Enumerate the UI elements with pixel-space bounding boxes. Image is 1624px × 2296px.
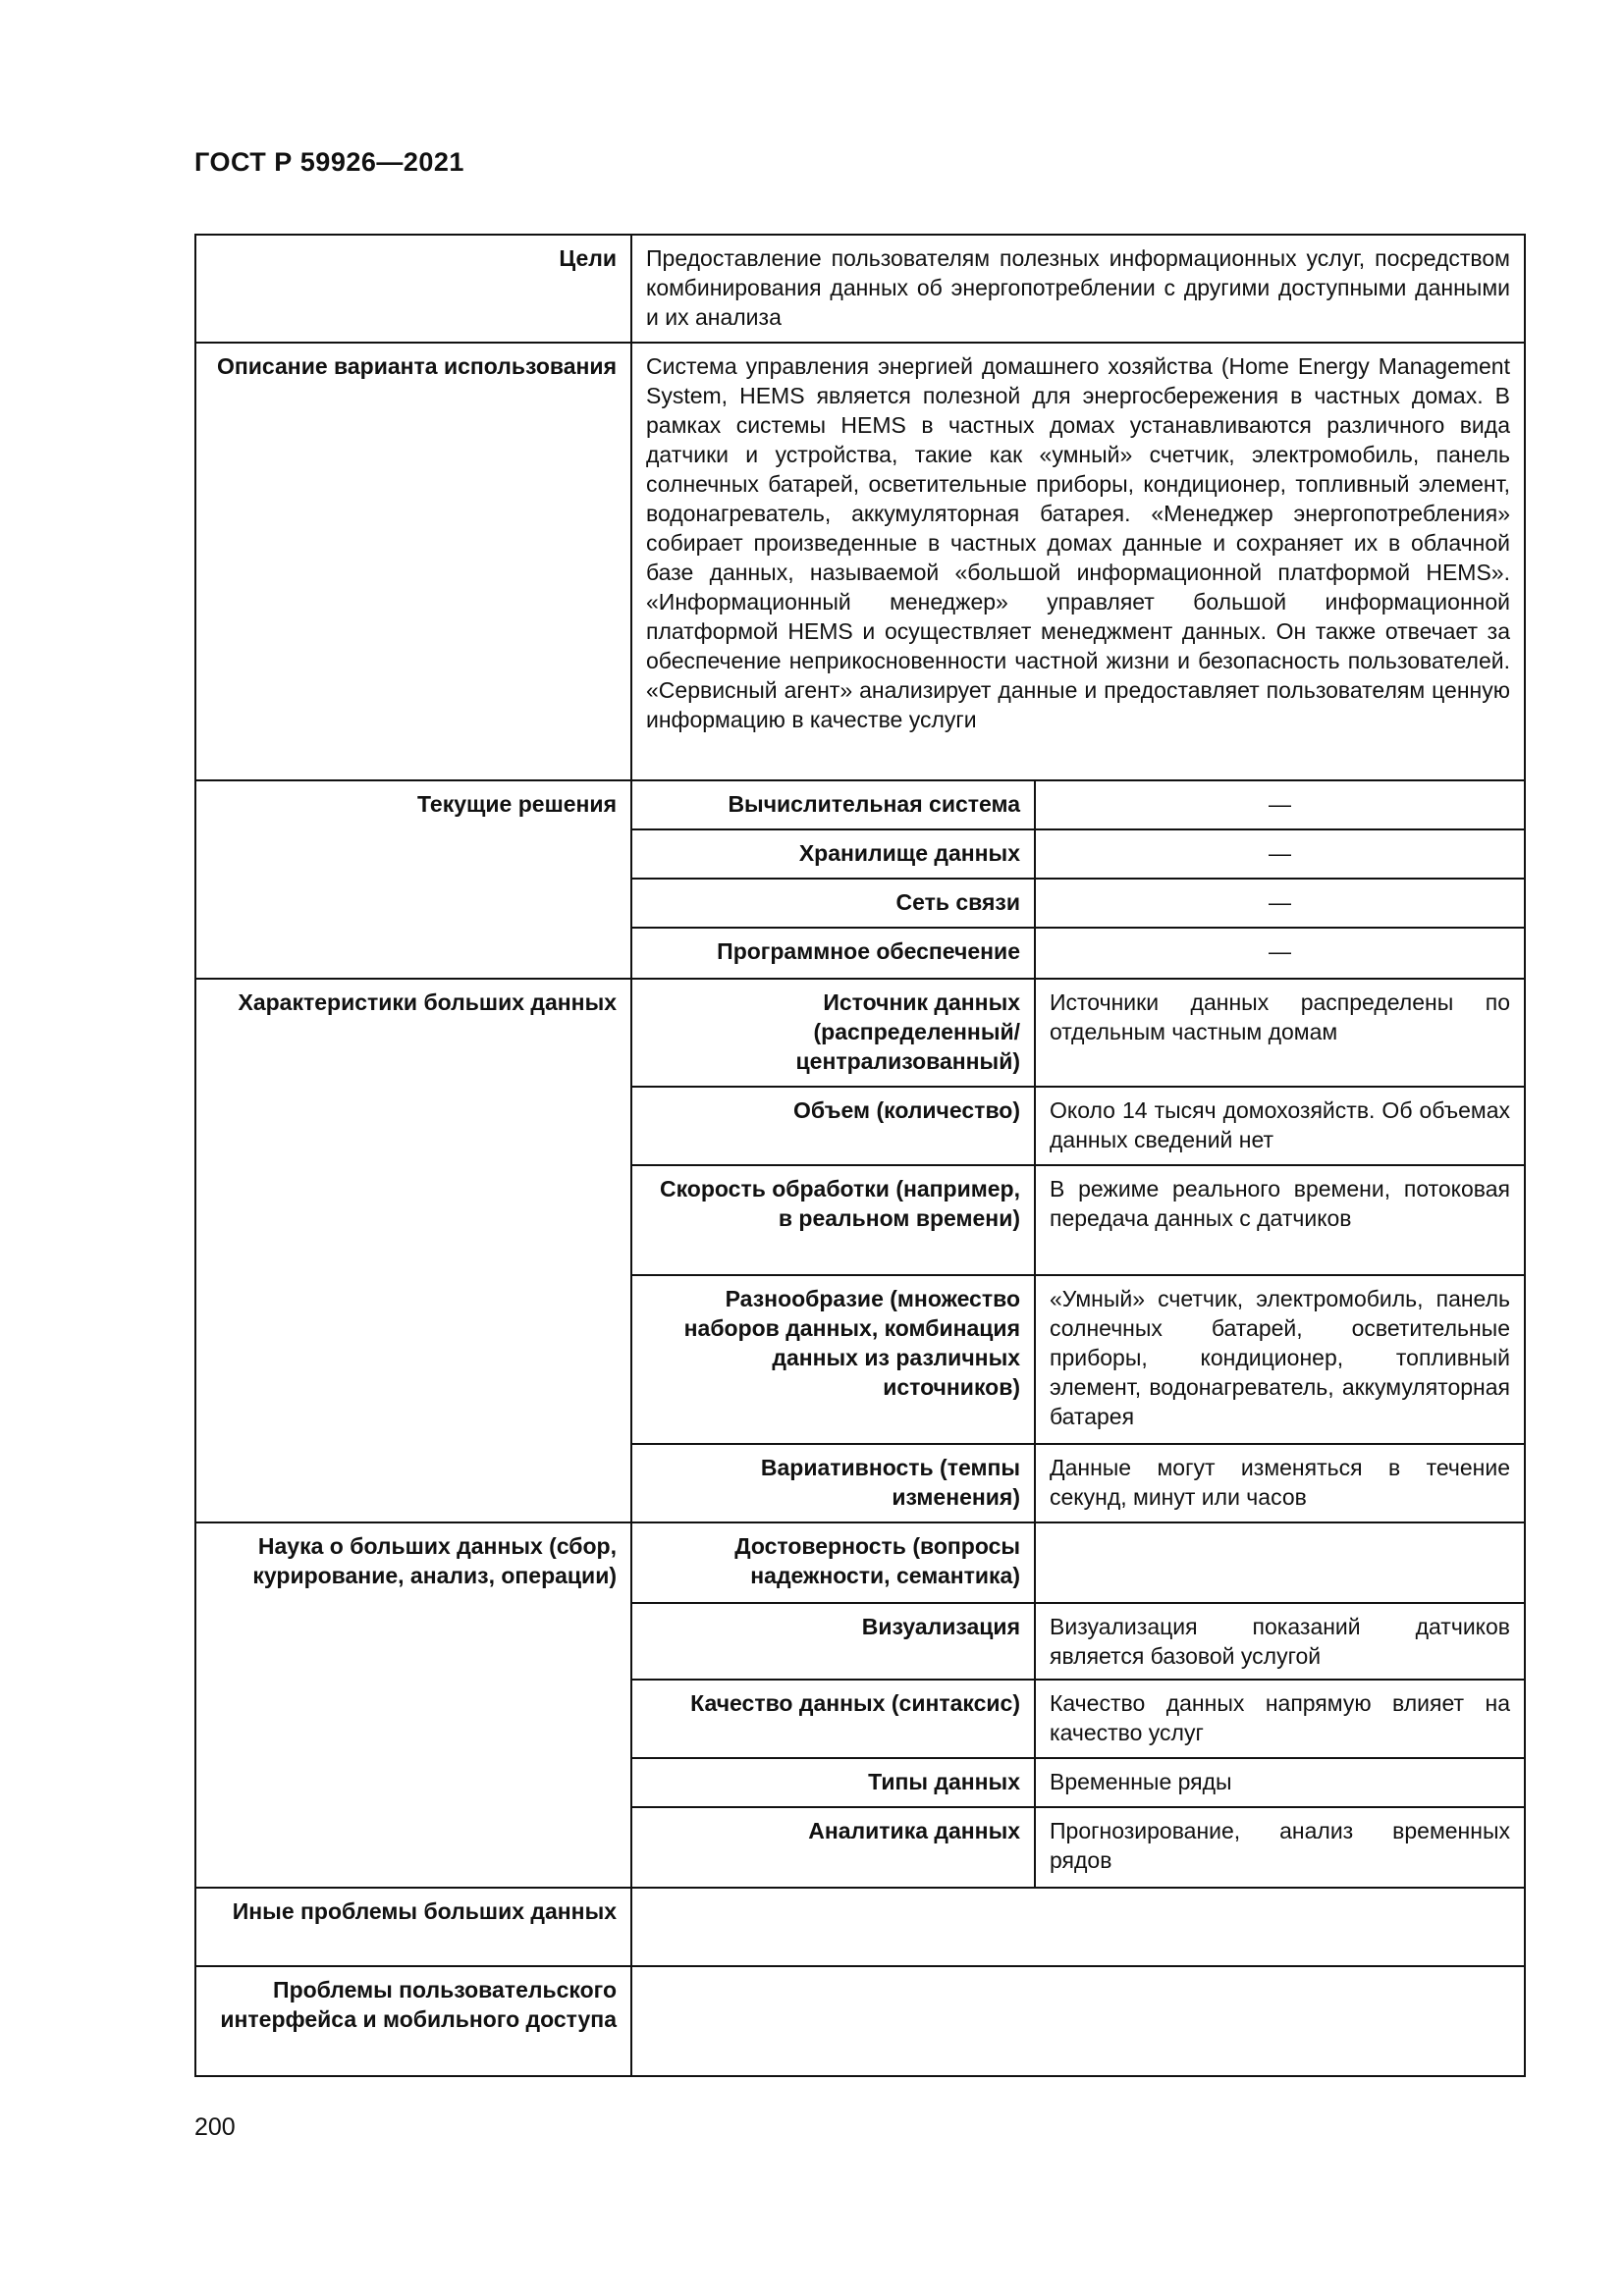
characteristic-name: Вариативность (темпы изменения) xyxy=(630,1443,1036,1523)
use-case-description-label: Описание варианта использования xyxy=(194,342,632,781)
goals-label: Цели xyxy=(194,234,632,344)
ui-mobile-problems-text xyxy=(630,1965,1526,2077)
big-data-science-label: Наука о больших данных (сбор, курирование, анализ, операции) xyxy=(194,1522,632,1889)
science-name: Визуализация xyxy=(630,1602,1036,1681)
science-name: Аналитика данных xyxy=(630,1806,1036,1889)
big-data-characteristics-label: Характеристики больших данных xyxy=(194,978,632,1523)
current-solutions-row-name: Вычислительная система xyxy=(630,779,1036,830)
current-solutions-row-name: Программное обеспечение xyxy=(630,927,1036,980)
characteristic-value: Около 14 тысяч домохозяйств. Об объемах данных сведений нет xyxy=(1034,1086,1526,1166)
science-name: Качество данных (синтаксис) xyxy=(630,1679,1036,1759)
characteristic-value: «Умный» счетчик, электромобиль, панель солнечных батарей, осветительные приборы, кондиционер, топливный элемент, водонагреватель, аккумуляторная батарея xyxy=(1034,1274,1526,1445)
science-value: Качество данных напрямую влияет на качество услуг xyxy=(1034,1679,1526,1759)
use-case-description-text: Система управления энергией домашнего хозяйства (Home Energy Management System, HEMS является полезной для энергосбережения в частных домах. В рамках системы HEMS в частных домах устанавливаются различного вида датчики и устройства, такие как «умный» счетчик, электромобиль, панель солнечных батарей, осветительные приборы, кондиционер, топливный элемент, водонагреватель, аккумуляторная батарея. «Менеджер энергопотребления» собирает произведенные в частных домах данные и сохраняет их в облачной базе данных, называемой «большой информационной платформой HEMS». «Информационный менеджер» управляет большой информационной платформой HEMS и осуществляет менеджмент данных. Он также отвечает за обеспечение неприкосновенности частной жизни и безопасность пользователей. «Сервисный агент» анализирует данные и предоставляет пользователям ценную информацию в качестве услуги xyxy=(630,342,1526,781)
current-solutions-row-value: — xyxy=(1034,927,1526,980)
current-solutions-row-value: — xyxy=(1034,878,1526,929)
goals-text: Предоставление пользователям полезных информационных услуг, посредством комбинирования данных об энергопотреблении с другими доступными данными и их анализа xyxy=(630,234,1526,344)
science-name: Достоверность (вопросы надежности, семантика) xyxy=(630,1522,1036,1604)
ui-mobile-problems-label: Проблемы пользовательского интерфейса и мобильного доступа xyxy=(194,1965,632,2077)
other-problems-text xyxy=(630,1887,1526,1967)
other-problems-label: Иные проблемы больших данных xyxy=(194,1887,632,1967)
characteristic-value: Источники данных распределены по отдельным частным домам xyxy=(1034,978,1526,1088)
characteristic-name: Разнообразие (множество наборов данных, комбинация данных из различных источников) xyxy=(630,1274,1036,1445)
current-solutions-row-name: Хранилище данных xyxy=(630,828,1036,880)
science-value xyxy=(1034,1522,1526,1604)
science-value: Визуализация показаний датчиков является базовой услугой xyxy=(1034,1602,1526,1681)
current-solutions-row-value: — xyxy=(1034,779,1526,830)
science-value: Прогнозирование, анализ временных рядов xyxy=(1034,1806,1526,1889)
characteristic-value: Данные могут изменяться в течение секунд, минут или часов xyxy=(1034,1443,1526,1523)
characteristic-name: Скорость обработки (например, в реальном времени) xyxy=(630,1164,1036,1276)
current-solutions-row-name: Сеть связи xyxy=(630,878,1036,929)
science-value: Временные ряды xyxy=(1034,1757,1526,1808)
characteristic-name: Источник данных (распределенный/ централизованный) xyxy=(630,978,1036,1088)
page-number: 200 xyxy=(194,2113,236,2141)
document-header: ГОСТ Р 59926—2021 xyxy=(194,147,464,177)
current-solutions-row-value: — xyxy=(1034,828,1526,880)
characteristic-value: В режиме реального времени, потоковая передача данных с датчиков xyxy=(1034,1164,1526,1276)
science-name: Типы данных xyxy=(630,1757,1036,1808)
characteristic-name: Объем (количество) xyxy=(630,1086,1036,1166)
current-solutions-label: Текущие решения xyxy=(194,779,632,980)
